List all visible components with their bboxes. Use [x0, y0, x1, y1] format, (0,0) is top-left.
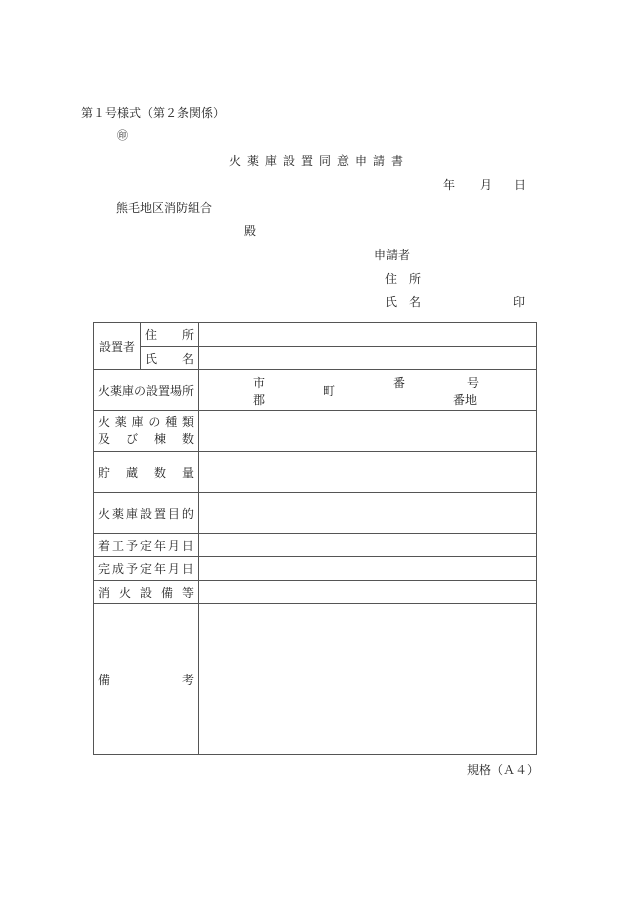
installer-name-field[interactable] [199, 347, 537, 370]
banchi-label: 番地 [453, 393, 478, 407]
date-day: 日 [514, 178, 527, 192]
type-label: 火 薬 庫 の 種 類 及 び 棟 数 [94, 411, 199, 452]
shi-label: 市 [253, 376, 266, 390]
remarks-label: 備 考 [94, 604, 199, 755]
storage-row [94, 452, 537, 493]
type-row [94, 411, 537, 452]
fire-equipment-row [94, 581, 537, 604]
ban-label: 番 [393, 376, 406, 390]
purpose-field[interactable] [199, 493, 537, 534]
applicant-label: 申請者 [374, 248, 411, 262]
fire-equipment-label: 消 火 設 備 等 [94, 581, 199, 604]
remarks-field[interactable] [199, 604, 537, 755]
applicant-name-label: 氏 名 [385, 295, 422, 309]
addressee: 熊毛地区消防組合 [116, 201, 213, 215]
completion-date-row [94, 557, 537, 581]
form-number: 第１号様式（第２条関係） [81, 106, 226, 120]
date-month: 月 [480, 178, 493, 192]
location-field[interactable] [199, 370, 537, 411]
start-date-row [94, 534, 537, 557]
honorific: 殿 [244, 224, 257, 238]
completion-date-field[interactable] [199, 557, 537, 581]
machi-label: 町 [323, 384, 336, 398]
type-field[interactable] [199, 411, 537, 452]
applicant-address-label: 住 所 [385, 272, 422, 286]
installer-label: 設置者 [94, 323, 141, 370]
label-char: 氏 [145, 351, 158, 366]
purpose-label: 火 薬 庫 設 置 目 的 [94, 493, 199, 534]
storage-label: 貯 蔵 数 量 [94, 452, 199, 493]
location-row [94, 370, 537, 411]
size-note: 規格（Ａ４） [467, 763, 540, 777]
installer-address-field[interactable] [199, 323, 537, 347]
completion-date-label: 完 成 予 定 年 月 日 [94, 557, 199, 581]
installer-name-row [94, 347, 537, 370]
gun-label: 郡 [253, 393, 266, 407]
storage-field[interactable] [199, 452, 537, 493]
start-date-field[interactable] [199, 534, 537, 557]
installer-address-row [94, 323, 537, 347]
seal-label: 印 [513, 295, 526, 309]
date-year: 年 [443, 178, 456, 192]
document-title: 火薬庫設置同意申請書 [229, 154, 410, 168]
label-char: 名 [181, 351, 194, 366]
remarks-row [94, 604, 537, 755]
go-label: 号 [467, 376, 480, 390]
fire-equipment-field[interactable] [199, 581, 537, 604]
start-date-label: 着 工 予 定 年 月 日 [94, 534, 199, 557]
label-char: 所 [181, 328, 194, 342]
label-char: 住 [145, 328, 158, 342]
purpose-row [94, 493, 537, 534]
application-table [93, 322, 537, 755]
location-label: 火薬庫の設置場所 [94, 370, 199, 411]
stamp-icon: ㊞ [117, 129, 128, 142]
